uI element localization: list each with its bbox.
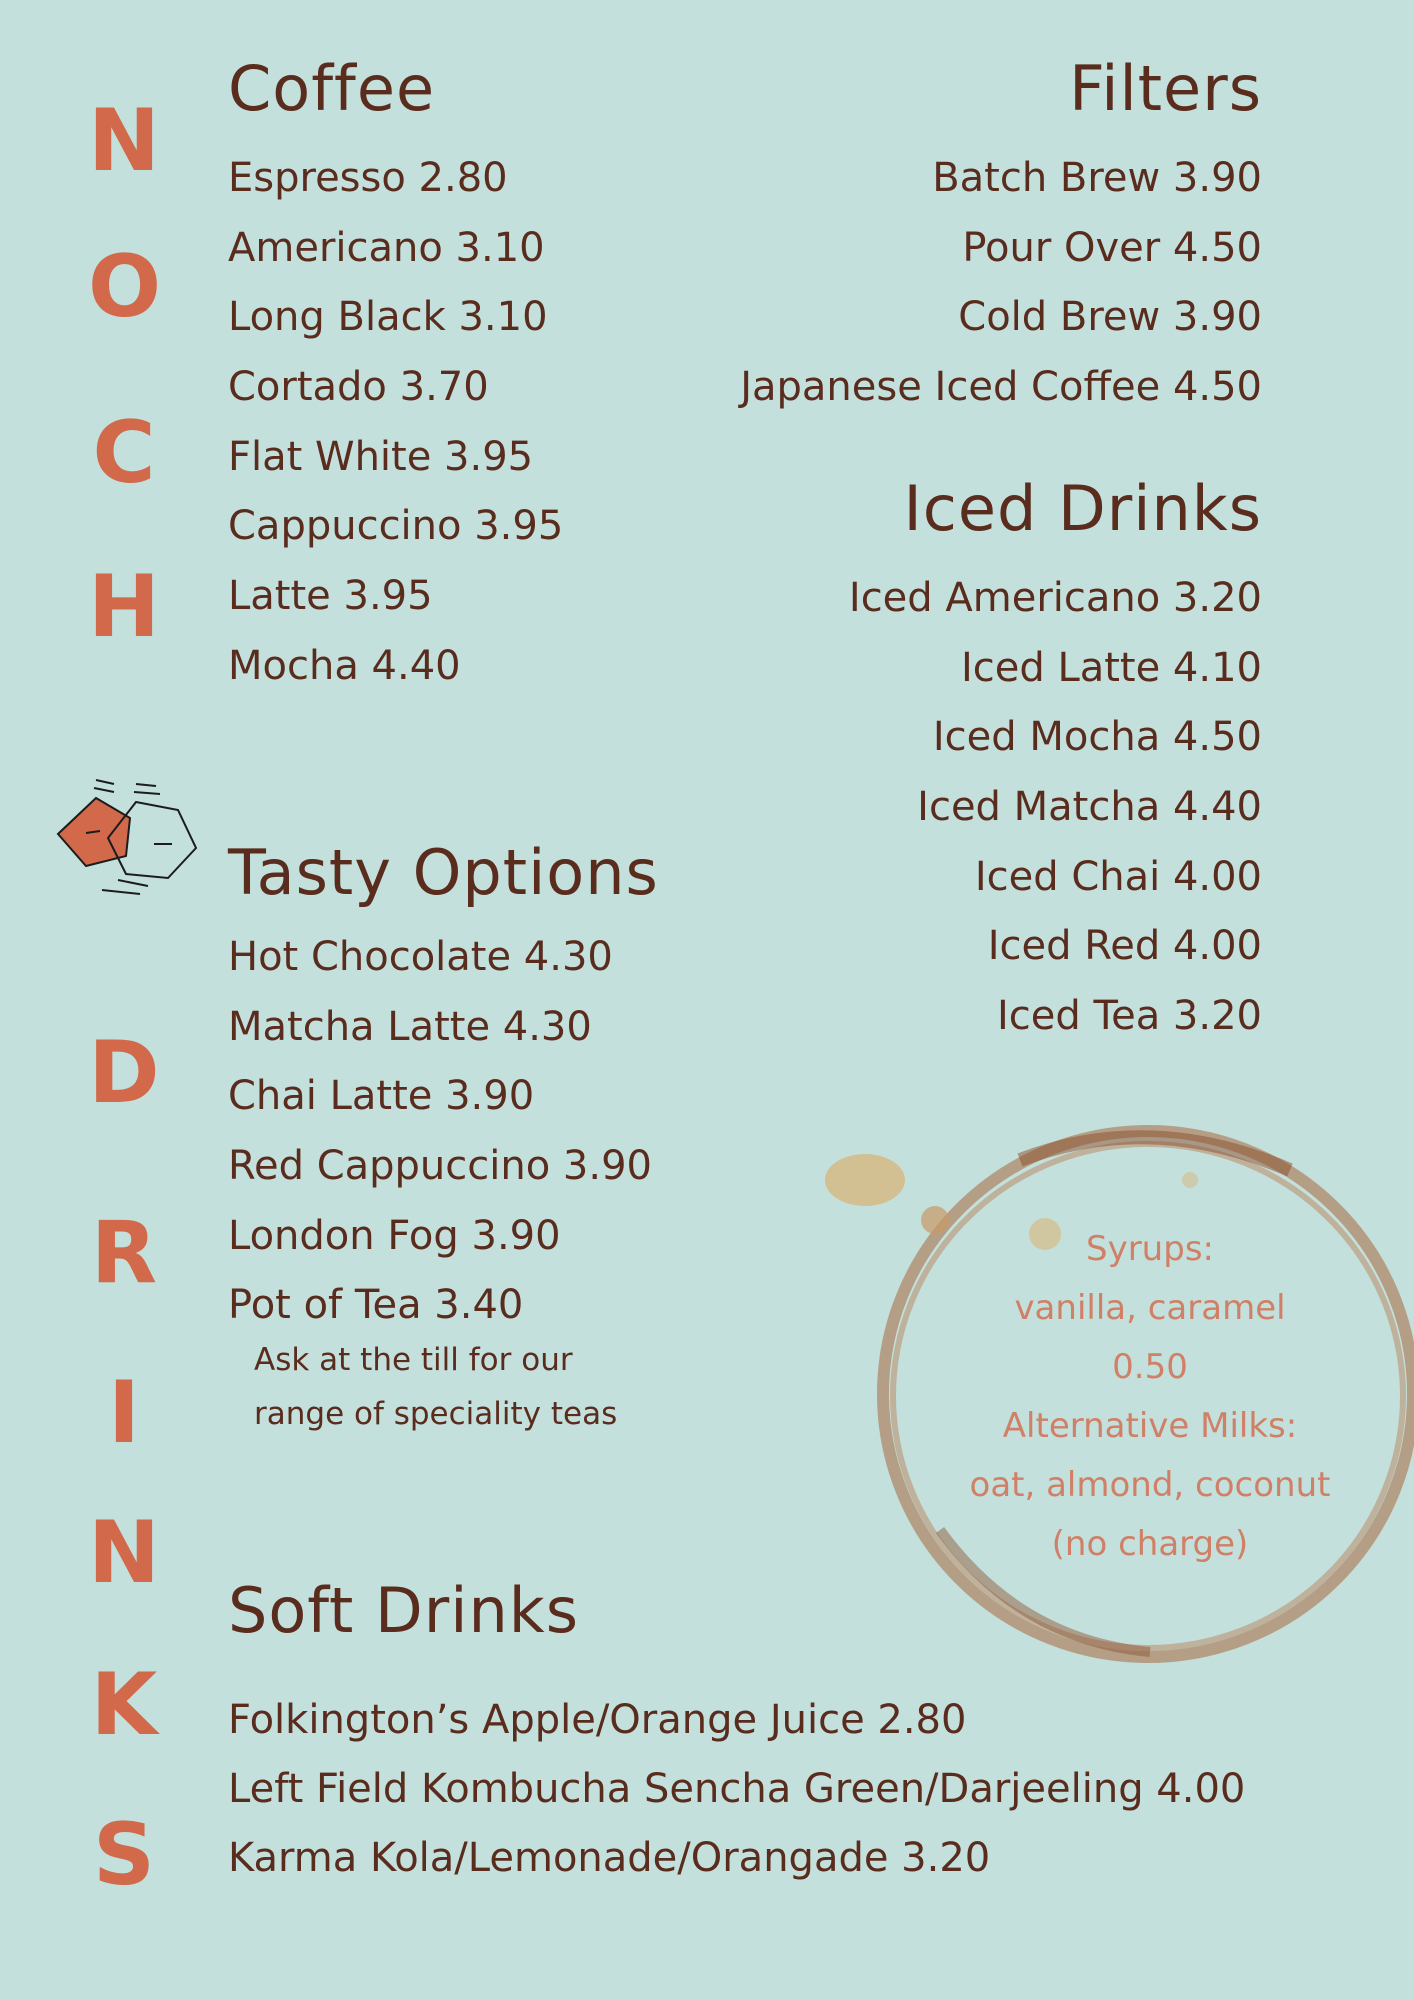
- brand-letter: C: [92, 403, 156, 503]
- logo-icon: [56, 778, 206, 908]
- soft-drinks-title: Soft Drinks: [228, 1574, 580, 1647]
- list-item: Iced Tea 3.20: [996, 993, 1262, 1040]
- tasty-options-title: Tasty Options: [228, 836, 659, 909]
- brand-letter: H: [88, 557, 160, 657]
- tea-note-line: Ask at the till for our: [254, 1342, 573, 1378]
- list-item: Iced Matcha 4.40: [917, 784, 1262, 831]
- list-item: Batch Brew 3.90: [932, 155, 1262, 201]
- soft-drinks-list: [228, 1693, 1245, 1900]
- syrups-price: 0.50: [1112, 1347, 1188, 1387]
- syrups-title: Syrups:: [1086, 1229, 1214, 1269]
- brand-letter: S: [93, 1805, 155, 1905]
- list-item: Red Cappuccino 3.90: [228, 1143, 652, 1190]
- coffee-title: Coffee: [228, 52, 436, 125]
- list-item: Iced Red 4.00: [987, 923, 1262, 970]
- list-item: Americano 3.10: [228, 224, 545, 271]
- coffee-list: [228, 151, 563, 709]
- brand-letter: R: [90, 1203, 158, 1303]
- list-item: Matcha Latte 4.30: [228, 1003, 592, 1050]
- brand-letter: D: [88, 1023, 160, 1123]
- list-item: Cold Brew 3.90: [958, 294, 1262, 341]
- brand-letter: O: [88, 237, 162, 337]
- list-item: Iced Latte 4.10: [960, 644, 1262, 691]
- list-item: Folkington’s Apple/Orange Juice 2.80: [228, 1697, 967, 1743]
- list-item: Long Black 3.10: [228, 294, 548, 341]
- list-item: Pour Over 4.50: [962, 224, 1262, 271]
- brand-letter: K: [90, 1655, 158, 1755]
- tea-note-line: range of speciality teas: [254, 1396, 618, 1432]
- filters-title: Filters: [1069, 52, 1262, 125]
- list-item: Mocha 4.40: [228, 642, 461, 689]
- list-item: Hot Chocolate 4.30: [228, 934, 613, 980]
- list-item: Pot of Tea 3.40: [228, 1282, 524, 1329]
- tasty-options-list: [228, 930, 652, 1348]
- tea-note: [254, 1333, 617, 1441]
- list-item: Karma Kola/Lemonade/Orangade 3.20: [228, 1835, 991, 1881]
- list-item: Espresso 2.80: [228, 155, 508, 201]
- list-item: Iced Chai 4.00: [974, 853, 1262, 900]
- list-item: Flat White 3.95: [228, 433, 534, 480]
- list-item: Iced Mocha 4.50: [932, 714, 1262, 761]
- list-item: Cappuccino 3.95: [228, 503, 564, 550]
- iced-drinks-list: [849, 571, 1262, 1059]
- syrups-list: vanilla, caramel: [1014, 1288, 1286, 1328]
- milks-title: Alternative Milks:: [1002, 1406, 1298, 1446]
- list-item: Cortado 3.70: [228, 364, 489, 411]
- extras-panel: [950, 1220, 1350, 1574]
- milks-list: oat, almond, coconut: [969, 1465, 1331, 1505]
- list-item: Iced Americano 3.20: [848, 575, 1262, 621]
- filters-list: [740, 151, 1262, 430]
- iced-drinks-title: Iced Drinks: [903, 472, 1262, 545]
- milks-price: (no charge): [1051, 1524, 1249, 1564]
- list-item: Chai Latte 3.90: [228, 1073, 535, 1120]
- list-item: London Fog 3.90: [228, 1212, 561, 1259]
- list-item: Japanese Iced Coffee 4.50: [740, 364, 1262, 411]
- brand-letter: I: [108, 1363, 140, 1463]
- list-item: Left Field Kombucha Sencha Green/Darjeeling 4.00: [228, 1766, 1246, 1812]
- brand-letter: N: [88, 1503, 160, 1603]
- list-item: Latte 3.95: [228, 573, 433, 620]
- brand-letter: N: [88, 91, 160, 191]
